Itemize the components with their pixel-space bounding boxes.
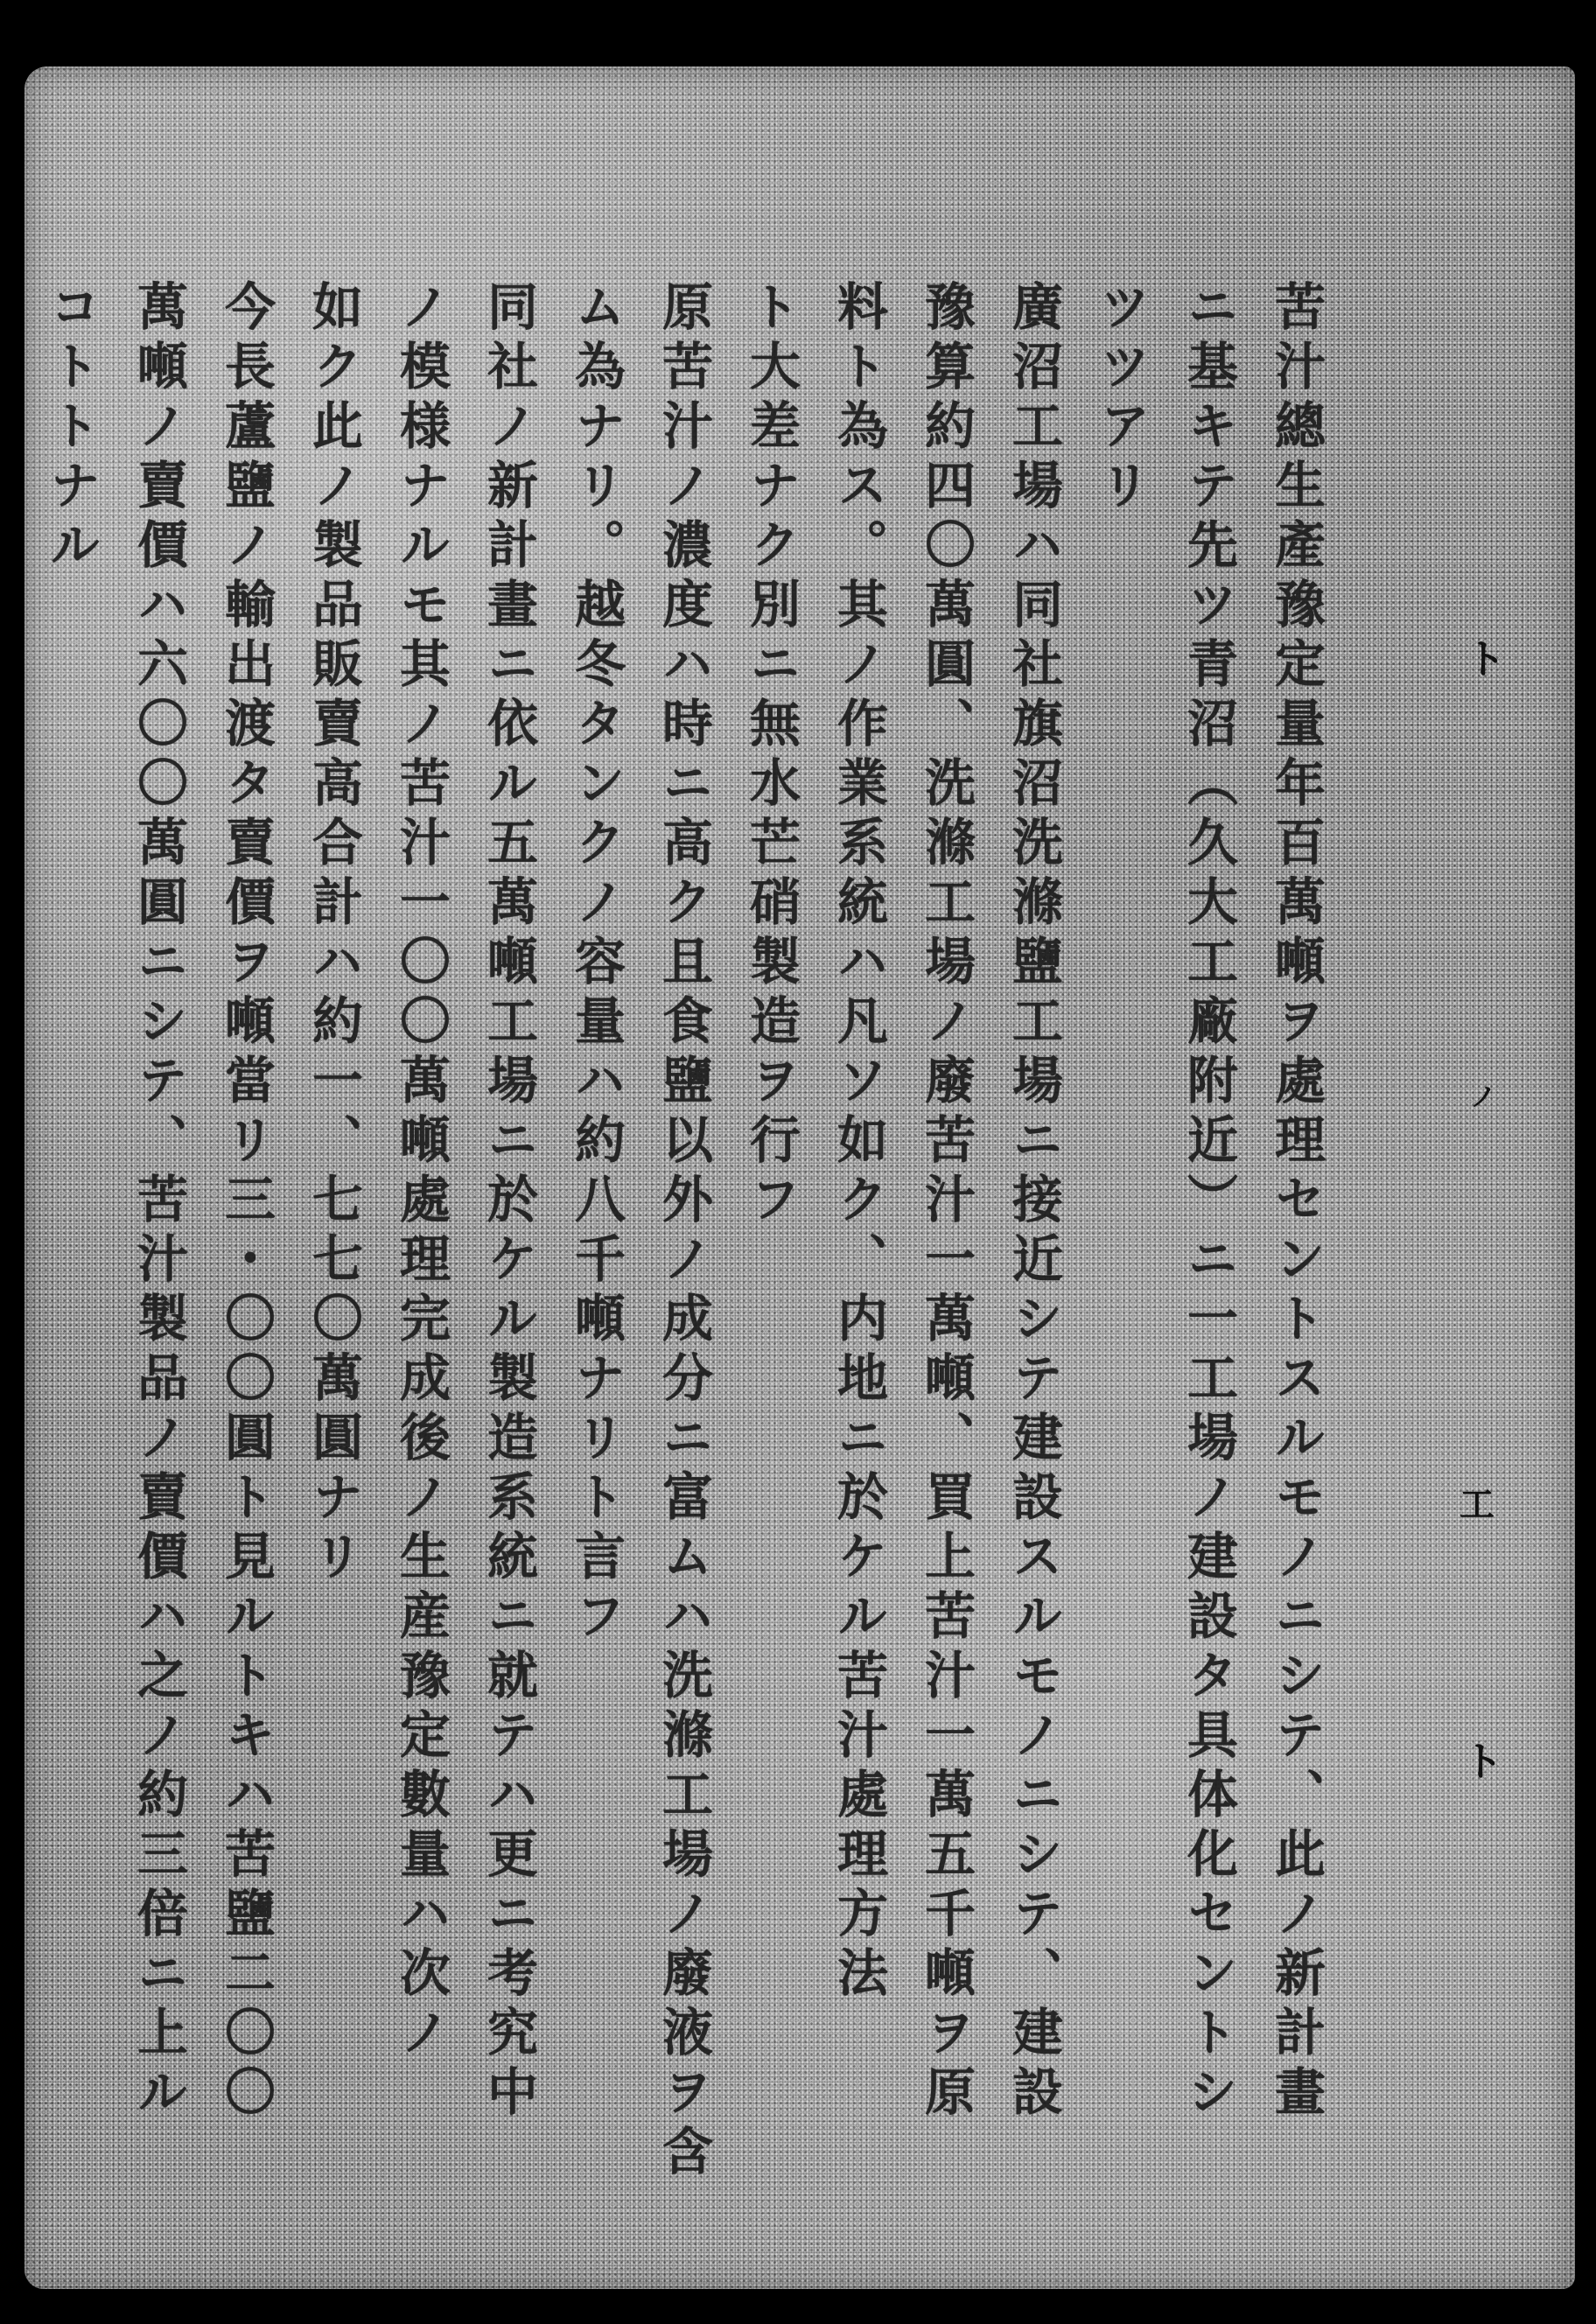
text-column: コトトナル	[41, 280, 101, 578]
text-column: ニ基キテ先ツ青沼（久大工廠附近）ニ一工場ノ建設タ具体化セントシ	[1179, 280, 1238, 2124]
margin-mark: ノ	[1470, 1082, 1496, 1113]
text-column: 今長蘆鹽ノ輸出渡タ賣價ヲ噸當リ三・〇〇圓ト見ルトキハ苦鹽二〇〇	[216, 280, 276, 2124]
text-column: 原苦汁ノ濃度ハ時ニ高ク且食鹽以外ノ成分ニ富ムハ洗滌工場ノ廢液ヲ含	[654, 280, 713, 2184]
text-column: ト大差ナク別ニ無水芒硝製造ヲ行フ	[741, 280, 801, 1232]
text-column: 廣沼工場ハ同社旗沼洗滌鹽工場ニ接近シテ建設スルモノニシテ、建設	[1004, 280, 1063, 2124]
text-column: 萬噸ノ賣價ハ六〇〇萬圓ニシテ、苦汁製品ノ賣價ハ之ノ約三倍ニ上ル	[129, 280, 188, 2124]
text-column: 苦汁總生產豫定量年百萬噸ヲ處理セントスルモノニシテ、此ノ新計畫	[1266, 280, 1326, 2124]
text-column: 如ク此ノ製品販賣高合計ハ約一、七七〇萬圓ナリ	[304, 280, 363, 1589]
text-column: ム為ナリ。越冬タンクノ容量ハ約八千噸ナリト言フ	[566, 280, 626, 1648]
text-column: ツツアリ	[1091, 280, 1151, 518]
text-column: 豫算約四〇萬圓、洗滌工場ノ廢苦汁一萬噸、買上苦汁一萬五千噸ヲ原	[916, 280, 976, 2124]
margin-mark: ト	[1466, 635, 1506, 682]
text-column: ノ模様ナルモ其ノ苦汁一〇〇萬噸處理完成後ノ生産豫定數量ハ次ノ	[391, 280, 451, 2065]
margin-mark: 工	[1460, 1484, 1494, 1525]
text-column: 同社ノ新計畫ニ依ル五萬噸工場ニ於ケル製造系統ニ就テハ更ニ考究中	[479, 280, 538, 2124]
vertical-text-body	[33, 280, 1334, 2184]
margin-mark: ト	[1463, 1738, 1503, 1785]
text-column: 料ト為ス。其ノ作業系統ハ凡ソ如ク、内地ニ於ケル苦汁處理方法	[829, 280, 888, 2006]
